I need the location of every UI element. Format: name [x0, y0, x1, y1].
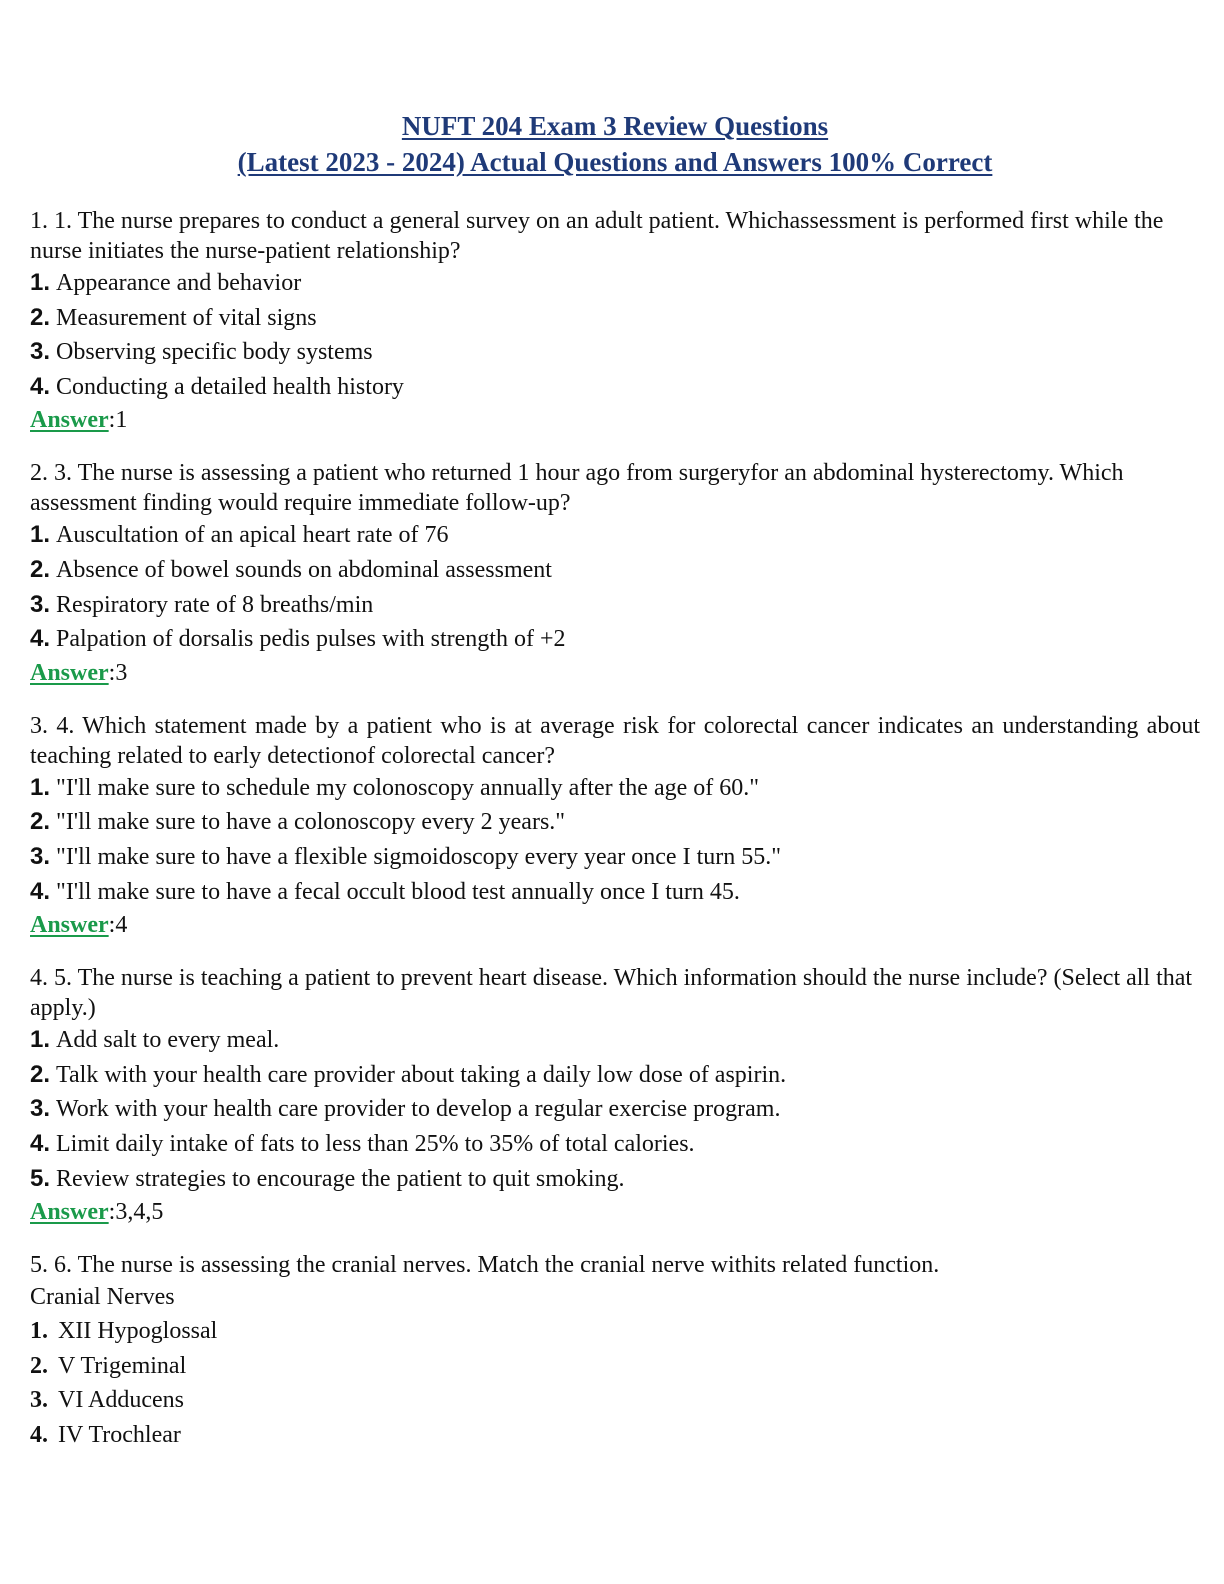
question-4 [30, 963, 1200, 1228]
cranial-nerves-label: Cranial Nerves [30, 1284, 175, 1311]
option-number: 4. [30, 877, 51, 905]
option-text: Work with your health care provider to develop a regular exercise program. [56, 1096, 781, 1123]
option-number: 3. [30, 590, 51, 618]
document-title [30, 108, 1200, 180]
answer-value: :3 [108, 659, 128, 686]
title-line-2: (Latest 2023 - 2024) Actual Questions and Answers 100% Correct [237, 147, 993, 177]
answer-line [30, 1196, 1200, 1228]
answer-line [30, 909, 1200, 941]
option-text: VI Adducens [58, 1387, 184, 1414]
option-number: 1. [30, 1318, 48, 1345]
option-number: 1. [30, 521, 51, 549]
option-list [30, 1023, 1200, 1196]
option-text: "I'll make sure to have a colonoscopy every 2 years." [56, 809, 566, 836]
option-number: 3. [30, 1095, 51, 1123]
option-number: 4. [30, 1129, 51, 1157]
question-stem: 5. 6. The nurse is assessing the cranial nerves. Match the cranial nerve withits related function. [30, 1252, 940, 1279]
option-item [30, 840, 1200, 875]
option-number: 1. [30, 773, 51, 801]
option-item [30, 1314, 1200, 1349]
option-text: IV Trochlear [58, 1421, 181, 1448]
option-number: 3. [30, 842, 51, 870]
option-text: "I'll make sure to have a fecal occult blood test annually once I turn 45. [56, 878, 740, 905]
question-1 [30, 206, 1200, 436]
option-list [30, 518, 1200, 656]
option-list [30, 266, 1200, 404]
option-number: 4. [30, 372, 51, 400]
option-text: Palpation of dorsalis pedis pulses with strength of +2 [56, 626, 566, 653]
option-item [30, 518, 1200, 553]
answer-line [30, 657, 1200, 689]
option-item [30, 370, 1200, 405]
option-number: 1. [30, 1026, 51, 1054]
answer-label: Answer [30, 659, 109, 686]
option-number: 2. [30, 303, 51, 331]
option-item [30, 1383, 1200, 1418]
question-3 [30, 711, 1200, 941]
option-number: 4. [30, 625, 51, 653]
option-item [30, 1127, 1200, 1162]
option-text: Measurement of vital signs [56, 304, 317, 331]
option-number: 3. [30, 338, 51, 366]
option-number: 2. [30, 555, 51, 583]
question-2 [30, 458, 1200, 688]
document-page [30, 108, 1200, 1452]
option-item [30, 1092, 1200, 1127]
answer-label: Answer [30, 1199, 109, 1226]
option-number: 2. [30, 1060, 51, 1088]
option-item [30, 1418, 1200, 1453]
option-text: Add salt to every meal. [56, 1027, 280, 1054]
question-stem: 2. 3. The nurse is assessing a patient who returned 1 hour ago from surgeryfor an abdominal hysterectomy. Which assessment finding would require immediate follow-up? [30, 460, 1124, 517]
option-item [30, 805, 1200, 840]
option-text: Respiratory rate of 8 breaths/min [56, 591, 374, 618]
option-text: Talk with your health care provider about taking a daily low dose of aspirin. [56, 1061, 787, 1088]
answer-line [30, 404, 1200, 436]
option-number: 3. [30, 1387, 48, 1414]
option-text: "I'll make sure to schedule my colonoscopy annually after the age of 60." [56, 774, 760, 801]
title-line-1: NUFT 204 Exam 3 Review Questions [401, 111, 829, 141]
option-item [30, 1023, 1200, 1058]
option-number: 1. [30, 269, 51, 296]
answer-value: :1 [108, 407, 128, 434]
option-item [30, 266, 1200, 301]
option-item [30, 553, 1200, 588]
option-item [30, 1349, 1200, 1384]
option-text: XII Hypoglossal [58, 1318, 218, 1345]
answer-value: :4 [108, 912, 128, 939]
option-item [30, 301, 1200, 336]
option-text: Observing specific body systems [56, 339, 373, 366]
question-stem: 3. 4. Which statement made by a patient who is at average risk for colorectal cancer indicates an understanding about teaching related to early detectionof colorectal cancer? [30, 712, 1200, 769]
question-stem: 1. 1. The nurse prepares to conduct a general survey on an adult patient. Whichassessment is performed first while the nurse initiates the nurse-patient relationship? [30, 208, 1164, 264]
option-item [30, 1058, 1200, 1093]
option-text: Conducting a detailed health history [56, 373, 404, 400]
option-list [30, 1314, 1200, 1452]
option-number: 5. [30, 1164, 51, 1192]
option-item [30, 875, 1200, 910]
option-number: 4. [30, 1421, 48, 1448]
answer-value: :3,4,5 [108, 1199, 164, 1226]
option-item [30, 335, 1200, 370]
answer-label: Answer [30, 912, 109, 939]
option-text: Limit daily intake of fats to less than 25% to 35% of total calories. [56, 1130, 695, 1157]
answer-label: Answer [30, 407, 109, 434]
option-text: V Trigeminal [58, 1352, 187, 1379]
option-item [30, 1162, 1200, 1197]
option-number: 2. [30, 808, 51, 836]
option-text: Absence of bowel sounds on abdominal assessment [56, 556, 552, 583]
option-text: Auscultation of an apical heart rate of 76 [56, 522, 449, 549]
option-item [30, 771, 1200, 806]
question-5 [30, 1250, 1200, 1452]
option-list [30, 771, 1200, 909]
option-item [30, 588, 1200, 623]
option-item [30, 622, 1200, 657]
option-text: Appearance and behavior [56, 270, 302, 296]
option-text: Review strategies to encourage the patient to quit smoking. [56, 1165, 625, 1192]
option-number: 2. [30, 1352, 48, 1379]
question-stem: 4. 5. The nurse is teaching a patient to prevent heart disease. Which information should the nurse include? (Select all that apply.) [30, 965, 1193, 1022]
option-text: "I'll make sure to have a flexible sigmoidoscopy every year once I turn 55." [56, 843, 782, 870]
